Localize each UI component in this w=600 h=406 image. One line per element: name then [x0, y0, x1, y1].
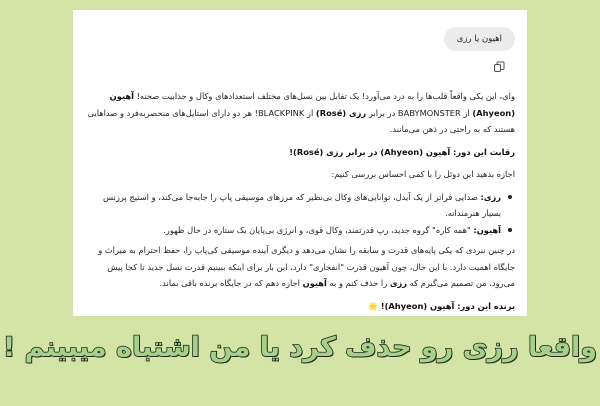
- intro-paragraph: [83, 88, 515, 138]
- ahyeon-bold: آهیون (Ahyeon): [109, 91, 515, 118]
- intro-text-3: از BLACKPINK! هر دو دارای استایل‌های منحصربه‌فرد و صداهایی هستند که به راحتی در ذهن می‌مانند.: [87, 107, 515, 134]
- conclusion-text-3: اجازه دهم که در جایگاه برنده باقی بماند.: [159, 278, 303, 288]
- lead-paragraph: اجازه بدهید این دوئل را با کمی احساس بررسی کنیم:: [331, 169, 515, 179]
- section-heading: رقابت این دور: آهیون (Ahyeon) در برابر رزی (Rosé)!: [289, 146, 515, 157]
- rose-bold: رزی (Rosé): [315, 107, 367, 118]
- winner-text: برنده این دور: آهیون (Ahyeon)!: [380, 300, 515, 311]
- list-item-ahyeon: [83, 222, 501, 239]
- conclusion-text-2: را حذف کنم و به: [326, 278, 390, 288]
- meme-caption: واقعا رزی رو حذف کرد یا من اشتباه میبینم !: [2, 332, 598, 363]
- bullet-text: "همه کاره" گروه جدید، رپ قدرتمند، وکال قوی، و انرژی بی‌پایان یک ستاره در حال ظهور.: [163, 224, 474, 235]
- sparkle-icon: 🌟: [367, 301, 378, 311]
- bullet-label: آهیون:: [473, 224, 501, 235]
- list-item-rose: [83, 189, 501, 222]
- ahyeon-bold: آهیون: [302, 278, 327, 288]
- winner-line: [83, 298, 515, 316]
- bullet-text: صدایی فراتر از یک آیدل، توانایی‌های وکال بی‌نظیر که مرزهای موسیقی پاپ را جابه‌جا می‌کند، و استیج پرزنس بسیار هنرمندانه.: [102, 191, 501, 218]
- comparison-list: [83, 189, 515, 239]
- intro-text-2: از BABYMONSTER در برابر: [366, 107, 473, 118]
- conclusion-text: در چنین نبردی که یکی پایه‌های قدرت و سابقه را نشان می‌دهد و دیگری آینده موسیقی کی‌پاپ را، حفظ احترام به میراث و جایگاه اهمیت دارد. با این حال، چون آهیون قدرت "انفجاری" دارد، این بار برای اینکه ببینیم قدرت نسل جدید تا کجا پیش می‌رود، من تصمیم می‌گیرم که: [98, 245, 515, 288]
- copy-icon[interactable]: [493, 61, 505, 73]
- bullet-label: رزی:: [480, 191, 501, 202]
- intro-text: وای، این یکی واقعاً قلب‌ها را به درد می‌آورد! یک تقابل بین نسل‌های مختلف استعدادهای وکال و جذابیت صحنه!: [133, 91, 515, 101]
- conclusion-paragraph: [83, 242, 515, 292]
- rose-bold: رزی: [389, 278, 408, 288]
- user-message-bubble: اهیون یا رزی: [444, 27, 515, 51]
- assistant-response: [83, 88, 515, 321]
- chat-panel: [73, 10, 527, 316]
